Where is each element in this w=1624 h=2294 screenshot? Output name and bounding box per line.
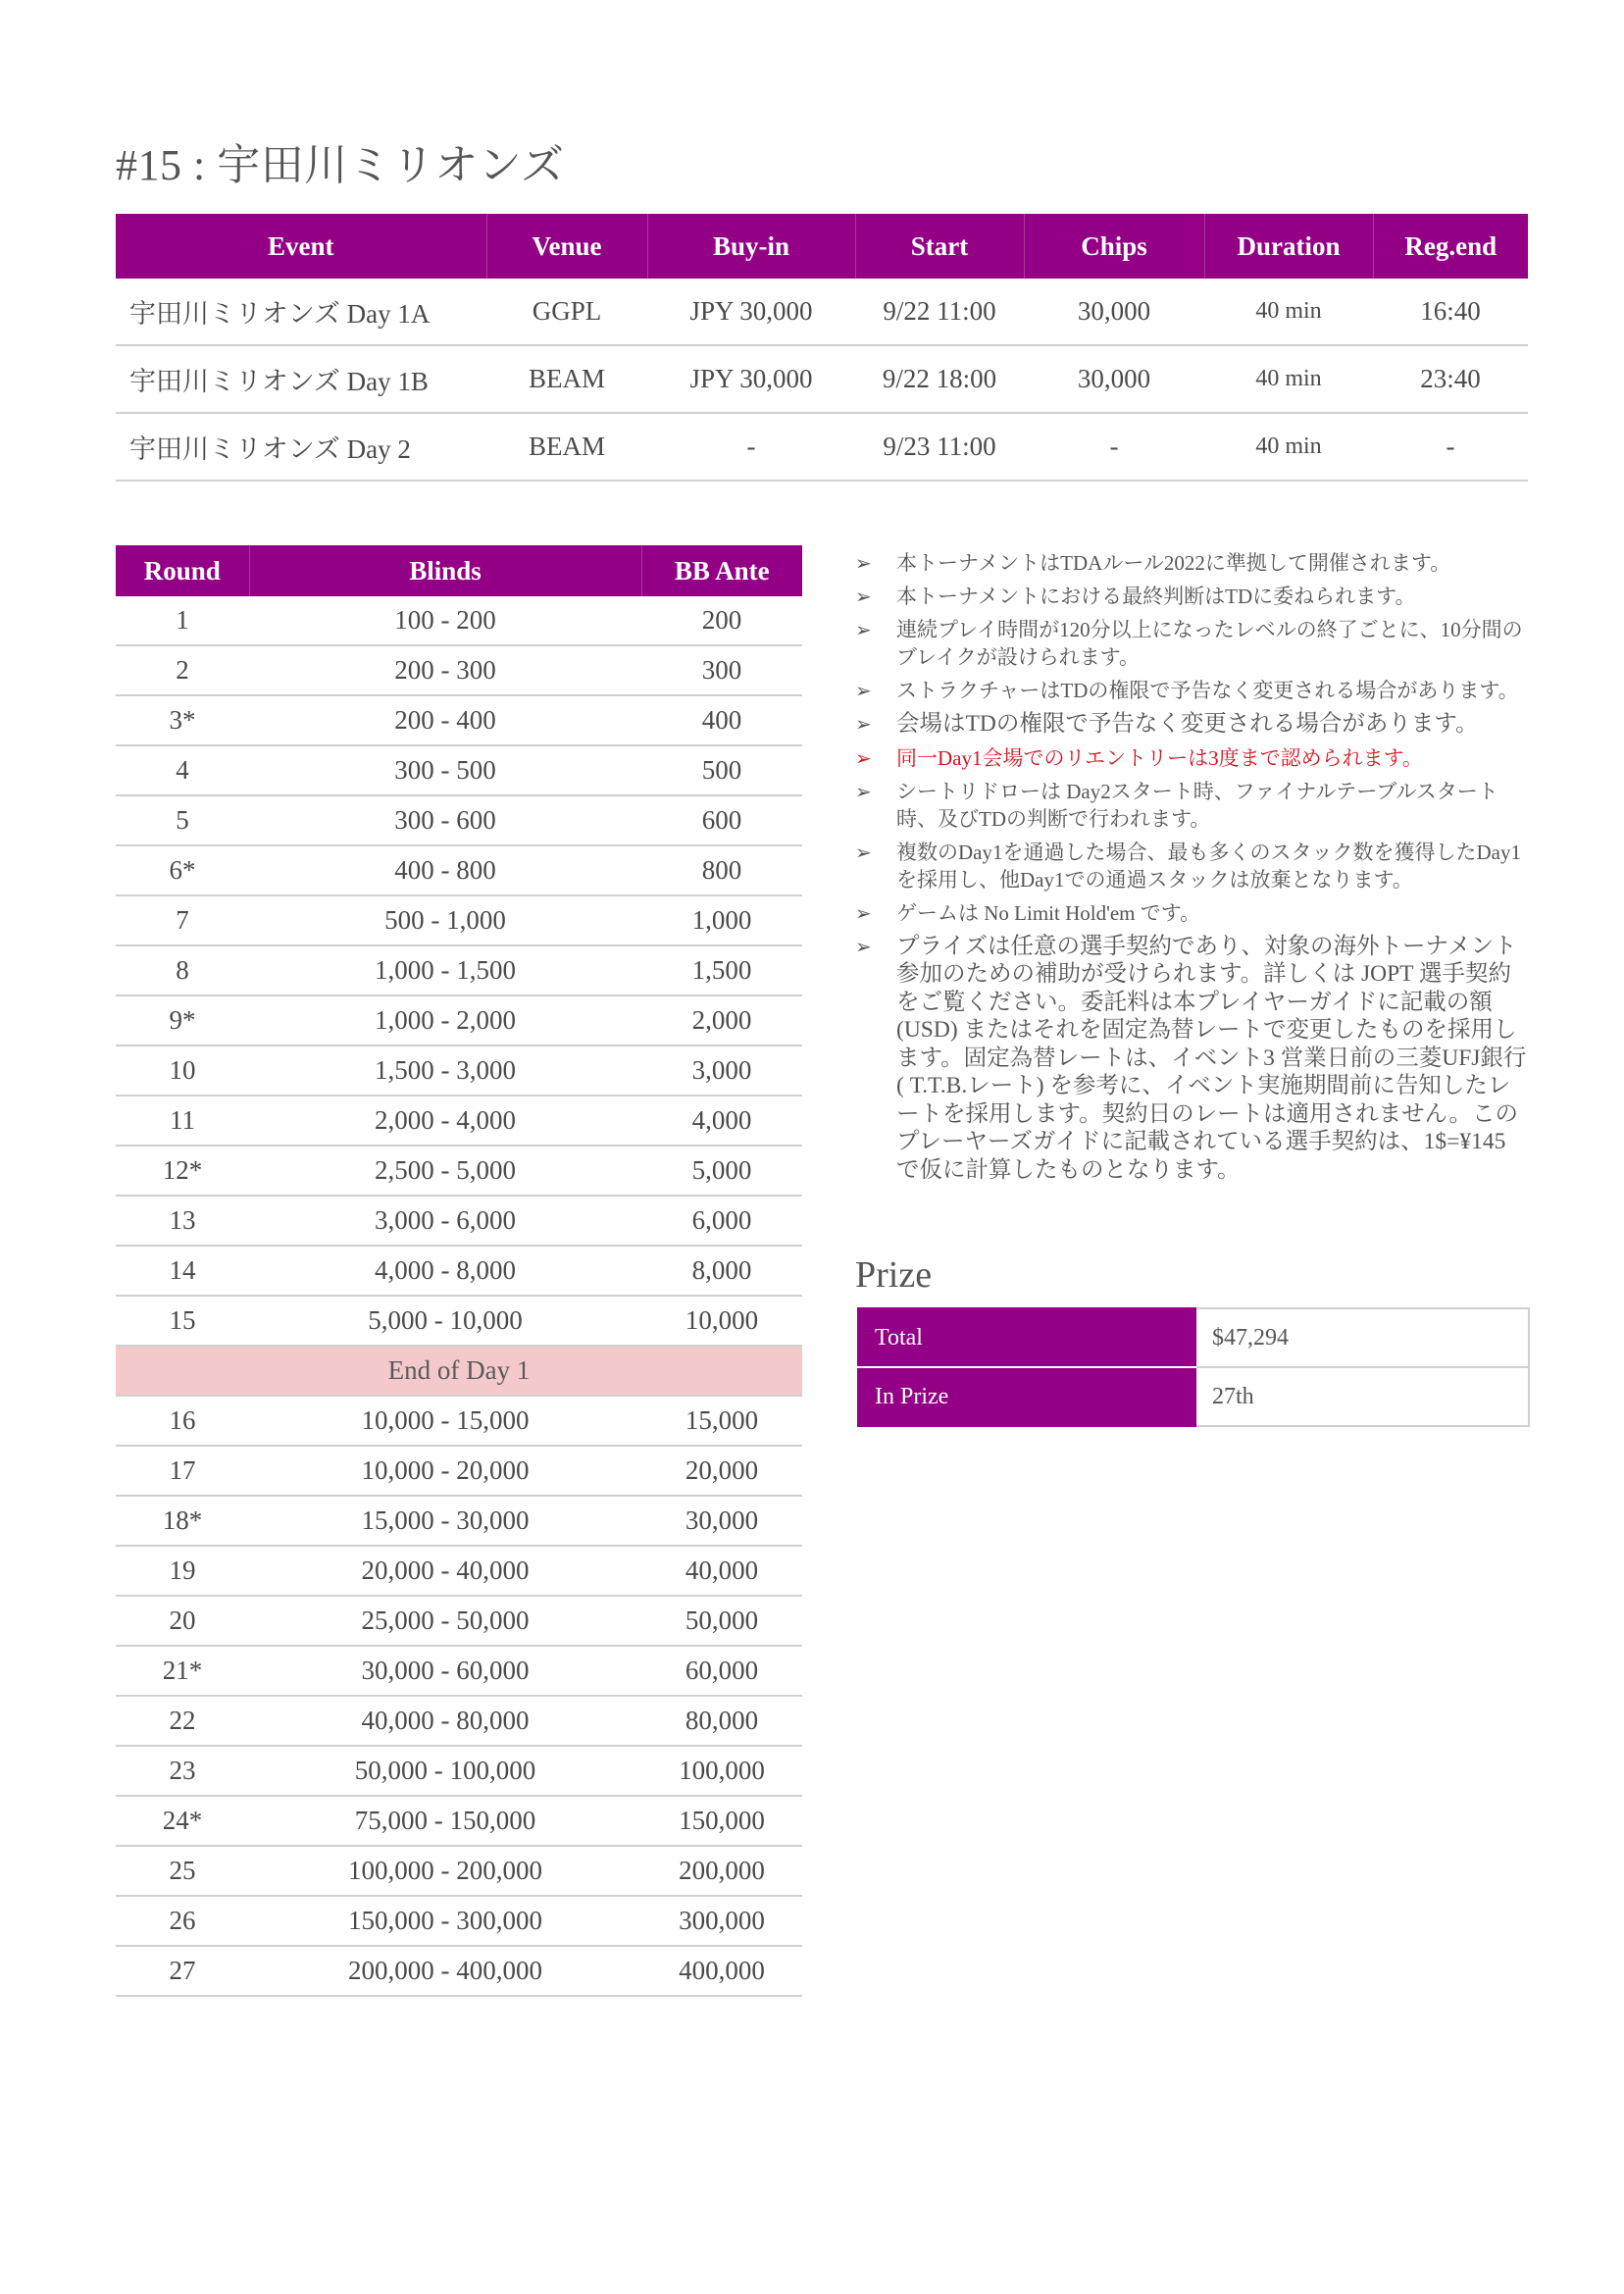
blind-level-row xyxy=(116,596,802,645)
blind-level-row xyxy=(116,1196,802,1246)
event-cell: JPY 30,000 xyxy=(647,279,855,345)
blind-level-row xyxy=(116,1146,802,1196)
events-column-header: Chips xyxy=(1024,214,1204,279)
blind-level-row xyxy=(116,1846,802,1896)
page-title: #15 : 宇田川ミリオンズ xyxy=(116,141,565,189)
event-cell: 9/22 18:00 xyxy=(855,345,1024,413)
prize-row xyxy=(858,1308,1529,1367)
blind-cell: 50,000 - 100,000 xyxy=(249,1746,641,1796)
blind-cell: 1,500 - 3,000 xyxy=(249,1045,641,1096)
blind-cell: 14 xyxy=(116,1246,249,1296)
blind-level-row xyxy=(116,645,802,695)
blind-cell: 15,000 xyxy=(641,1396,802,1446)
blind-level-row xyxy=(116,1396,802,1446)
blind-cell: 10 xyxy=(116,1045,249,1096)
blind-cell: 10,000 - 20,000 xyxy=(249,1446,641,1496)
event-cell: 宇田川ミリオンズ Day 1A xyxy=(116,279,486,345)
blind-cell: 25 xyxy=(116,1846,249,1896)
blind-cell: 60,000 xyxy=(641,1646,802,1696)
event-cell: 30,000 xyxy=(1024,279,1204,345)
blind-cell: 20,000 xyxy=(641,1446,802,1496)
events-column-header: Start xyxy=(855,214,1024,279)
event-cell: 40 min xyxy=(1204,279,1373,345)
blind-cell: 7 xyxy=(116,895,249,945)
arrow-bullet-icon: ➢ xyxy=(855,618,872,641)
event-cell: 宇田川ミリオンズ Day 2 xyxy=(116,413,486,481)
events-column-header: Venue xyxy=(486,214,647,279)
blind-cell: 400 xyxy=(641,695,802,745)
blind-cell: 11 xyxy=(116,1096,249,1146)
event-cell: 30,000 xyxy=(1024,345,1204,413)
blind-structure-table xyxy=(116,545,802,1997)
event-row xyxy=(116,345,1528,413)
blind-cell: 30,000 xyxy=(641,1496,802,1546)
arrow-bullet-icon: ➢ xyxy=(855,712,872,736)
prize-table xyxy=(857,1307,1530,1427)
blind-cell: 20 xyxy=(116,1596,249,1646)
events-column-header: Buy-in xyxy=(647,214,855,279)
blind-cell: 30,000 - 60,000 xyxy=(249,1646,641,1696)
blind-cell: 3,000 - 6,000 xyxy=(249,1196,641,1246)
blind-cell: 2,000 - 4,000 xyxy=(249,1096,641,1146)
event-cell: 40 min xyxy=(1204,413,1373,481)
note-text: 連続プレイ時間が120分以上になったレベルの終了ごとに、10分間のブレイクが設けられます。 xyxy=(896,618,1523,669)
note-text: 複数のDay1を通過した場合、最も多くのスタック数を獲得したDay1を採用し、他Day1での通過スタックは放棄となります。 xyxy=(896,840,1521,892)
blind-cell: 16 xyxy=(116,1396,249,1446)
blind-cell: 8,000 xyxy=(641,1246,802,1296)
blind-cell: 4 xyxy=(116,745,249,795)
blind-cell: 15,000 - 30,000 xyxy=(249,1496,641,1546)
blind-level-row xyxy=(116,1946,802,1996)
prize-label: In Prize xyxy=(858,1367,1195,1426)
note-text: ゲームは No Limit Hold'em です。 xyxy=(896,900,1201,925)
events-body xyxy=(116,279,1528,481)
blind-cell: 20,000 - 40,000 xyxy=(249,1546,641,1596)
end-of-day-row xyxy=(116,1346,802,1396)
blind-cell: 3* xyxy=(116,695,249,745)
event-cell: 23:40 xyxy=(1373,345,1528,413)
blind-cell: 40,000 - 80,000 xyxy=(249,1696,641,1746)
blind-cell: 15 xyxy=(116,1296,249,1346)
blind-cell: 500 xyxy=(641,745,802,795)
note-item xyxy=(855,839,1532,893)
blind-cell: 21* xyxy=(116,1646,249,1696)
blinds-column-header: Round xyxy=(116,545,249,596)
blind-cell: 13 xyxy=(116,1196,249,1246)
blind-cell: 10,000 xyxy=(641,1296,802,1346)
events-header-row xyxy=(116,214,1528,279)
arrow-bullet-icon: ➢ xyxy=(855,900,872,925)
event-cell: GGPL xyxy=(486,279,647,345)
blind-cell: 2,000 xyxy=(641,995,802,1045)
blind-cell: 1,000 - 1,500 xyxy=(249,945,641,995)
event-row xyxy=(116,413,1528,481)
blind-cell: 4,000 xyxy=(641,1096,802,1146)
prize-heading: Prize xyxy=(855,1254,933,1296)
blind-cell: 18* xyxy=(116,1496,249,1546)
note-item xyxy=(855,549,1532,577)
events-column-header: Duration xyxy=(1204,214,1373,279)
blind-cell: 100,000 xyxy=(641,1746,802,1796)
blind-cell: 150,000 - 300,000 xyxy=(249,1896,641,1946)
blind-level-row xyxy=(116,1546,802,1596)
blind-cell: 80,000 xyxy=(641,1696,802,1746)
event-cell: - xyxy=(1373,413,1528,481)
blind-cell: 1,500 xyxy=(641,945,802,995)
blind-cell: 50,000 xyxy=(641,1596,802,1646)
blinds-header-row xyxy=(116,545,802,596)
arrow-bullet-icon: ➢ xyxy=(855,779,872,803)
note-text: プライズは任意の選手契約であり、対象の海外トーナメント参加のための補助が受けられます。詳しくは JOPT 選手契約をご覧ください。委託料は本プレイヤーガイドに記載の額 (USD) またはそれを固定為替レートで変更したものを採用します。固定為替レートは、イベント3 営業日前の三菱UFJ銀行 ( T.T.B.レート) を参考に、イベント実施期間前に告知したレートを採用します。契約日のレートは適用されません。このプレーヤーズガイドに記載されている選手契約は、1$=¥145 で仮に計算したものとなります。 xyxy=(896,933,1527,1183)
blind-cell: 300 - 500 xyxy=(249,745,641,795)
note-item xyxy=(855,710,1532,739)
blind-cell: 400 - 800 xyxy=(249,845,641,895)
blind-cell: 2,500 - 5,000 xyxy=(249,1146,641,1196)
arrow-bullet-icon: ➢ xyxy=(855,934,872,958)
arrow-bullet-icon: ➢ xyxy=(855,551,872,575)
blind-level-row xyxy=(116,1746,802,1796)
blind-level-row xyxy=(116,1446,802,1496)
event-cell: 9/23 11:00 xyxy=(855,413,1024,481)
blind-cell: 24* xyxy=(116,1796,249,1846)
blind-cell: 19 xyxy=(116,1546,249,1596)
event-row xyxy=(116,279,1528,345)
blinds-body xyxy=(116,596,802,1996)
blind-cell: 22 xyxy=(116,1696,249,1746)
blind-level-row xyxy=(116,1796,802,1846)
blind-level-row xyxy=(116,945,802,995)
blind-cell: 200 xyxy=(641,596,802,645)
blind-cell: 800 xyxy=(641,845,802,895)
blind-cell: 500 - 1,000 xyxy=(249,895,641,945)
arrow-bullet-icon: ➢ xyxy=(855,585,872,608)
arrow-bullet-icon: ➢ xyxy=(855,840,872,864)
blind-level-row xyxy=(116,1496,802,1546)
blind-cell: 5,000 xyxy=(641,1146,802,1196)
blind-cell: 12* xyxy=(116,1146,249,1196)
event-cell: 40 min xyxy=(1204,345,1373,413)
blind-cell: 100 - 200 xyxy=(249,596,641,645)
blind-cell: 600 xyxy=(641,795,802,845)
blind-cell: 1 xyxy=(116,596,249,645)
event-cell: 宇田川ミリオンズ Day 1B xyxy=(116,345,486,413)
blind-cell: 17 xyxy=(116,1446,249,1496)
blind-level-row xyxy=(116,845,802,895)
blind-cell: 10,000 - 15,000 xyxy=(249,1396,641,1446)
blind-cell: 23 xyxy=(116,1746,249,1796)
blind-level-row xyxy=(116,1596,802,1646)
blind-cell: 1,000 - 2,000 xyxy=(249,995,641,1045)
event-cell: - xyxy=(1024,413,1204,481)
blinds-column-header: Blinds xyxy=(249,545,641,596)
note-text: 同一Day1会場でのリエントリーは3度まで認められます。 xyxy=(896,745,1423,770)
blind-level-row xyxy=(116,695,802,745)
blind-cell: 5,000 - 10,000 xyxy=(249,1296,641,1346)
events-column-header: Event xyxy=(116,214,486,279)
prize-value: $47,294 xyxy=(1195,1308,1529,1367)
note-text: 本トーナメントにおける最終判断はTDに委ねられます。 xyxy=(896,585,1416,608)
arrow-bullet-icon: ➢ xyxy=(855,745,872,770)
event-cell: 9/22 11:00 xyxy=(855,279,1024,345)
note-item xyxy=(855,616,1532,671)
prize-value: 27th xyxy=(1195,1367,1529,1426)
blind-level-row xyxy=(116,1246,802,1296)
prize-body xyxy=(858,1308,1529,1426)
blind-cell: 27 xyxy=(116,1946,249,1996)
note-text: 会場はTDの権限で予告なく変更される場合があります。 xyxy=(896,711,1479,737)
event-cell: BEAM xyxy=(486,345,647,413)
events-column-header: Reg.end xyxy=(1373,214,1528,279)
blind-cell: 40,000 xyxy=(641,1546,802,1596)
prize-row xyxy=(858,1367,1529,1426)
note-item xyxy=(855,677,1532,704)
blind-cell: 2 xyxy=(116,645,249,695)
note-text: シートリドローは Day2スタート時、ファイナルテーブルスタート時、及びTDの判断で行われます。 xyxy=(896,779,1498,831)
blind-cell: 4,000 - 8,000 xyxy=(249,1246,641,1296)
blind-cell: 100,000 - 200,000 xyxy=(249,1846,641,1896)
event-cell: JPY 30,000 xyxy=(647,345,855,413)
event-cell: - xyxy=(647,413,855,481)
blind-level-row xyxy=(116,1045,802,1096)
blind-cell: 75,000 - 150,000 xyxy=(249,1796,641,1846)
blind-cell: 3,000 xyxy=(641,1045,802,1096)
blind-level-row xyxy=(116,1096,802,1146)
blind-cell: 9* xyxy=(116,995,249,1045)
note-item xyxy=(855,899,1532,927)
blind-cell: 6* xyxy=(116,845,249,895)
blind-cell: 200 - 400 xyxy=(249,695,641,745)
note-item xyxy=(855,778,1532,833)
blind-cell: 150,000 xyxy=(641,1796,802,1846)
blind-level-row xyxy=(116,1696,802,1746)
event-cell: BEAM xyxy=(486,413,647,481)
note-item xyxy=(855,583,1532,610)
prize-label: Total xyxy=(858,1308,1195,1367)
note-item xyxy=(855,744,1532,772)
blind-level-row xyxy=(116,745,802,795)
event-cell: 16:40 xyxy=(1373,279,1528,345)
blind-level-row xyxy=(116,795,802,845)
blind-cell: 200,000 xyxy=(641,1846,802,1896)
blind-cell: 300 xyxy=(641,645,802,695)
blind-level-row xyxy=(116,995,802,1045)
end-of-day-label: End of Day 1 xyxy=(116,1346,802,1396)
events-table xyxy=(116,214,1528,482)
blind-level-row xyxy=(116,1896,802,1946)
blind-cell: 200 - 300 xyxy=(249,645,641,695)
blinds-column-header: BB Ante xyxy=(641,545,802,596)
note-item xyxy=(855,933,1532,1185)
tournament-notes xyxy=(855,549,1532,1190)
note-text: ストラクチャーはTDの権限で予告なく変更される場合があります。 xyxy=(896,679,1519,702)
blind-cell: 200,000 - 400,000 xyxy=(249,1946,641,1996)
blind-cell: 300 - 600 xyxy=(249,795,641,845)
blind-cell: 1,000 xyxy=(641,895,802,945)
blind-level-row xyxy=(116,895,802,945)
blind-cell: 400,000 xyxy=(641,1946,802,1996)
arrow-bullet-icon: ➢ xyxy=(855,679,872,702)
blind-cell: 26 xyxy=(116,1896,249,1946)
blind-cell: 25,000 - 50,000 xyxy=(249,1596,641,1646)
blind-cell: 300,000 xyxy=(641,1896,802,1946)
blind-cell: 5 xyxy=(116,795,249,845)
blind-cell: 6,000 xyxy=(641,1196,802,1246)
note-text: 本トーナメントはTDAルール2022に準拠して開催されます。 xyxy=(896,551,1451,575)
blind-level-row xyxy=(116,1296,802,1346)
blind-level-row xyxy=(116,1646,802,1696)
blind-cell: 8 xyxy=(116,945,249,995)
